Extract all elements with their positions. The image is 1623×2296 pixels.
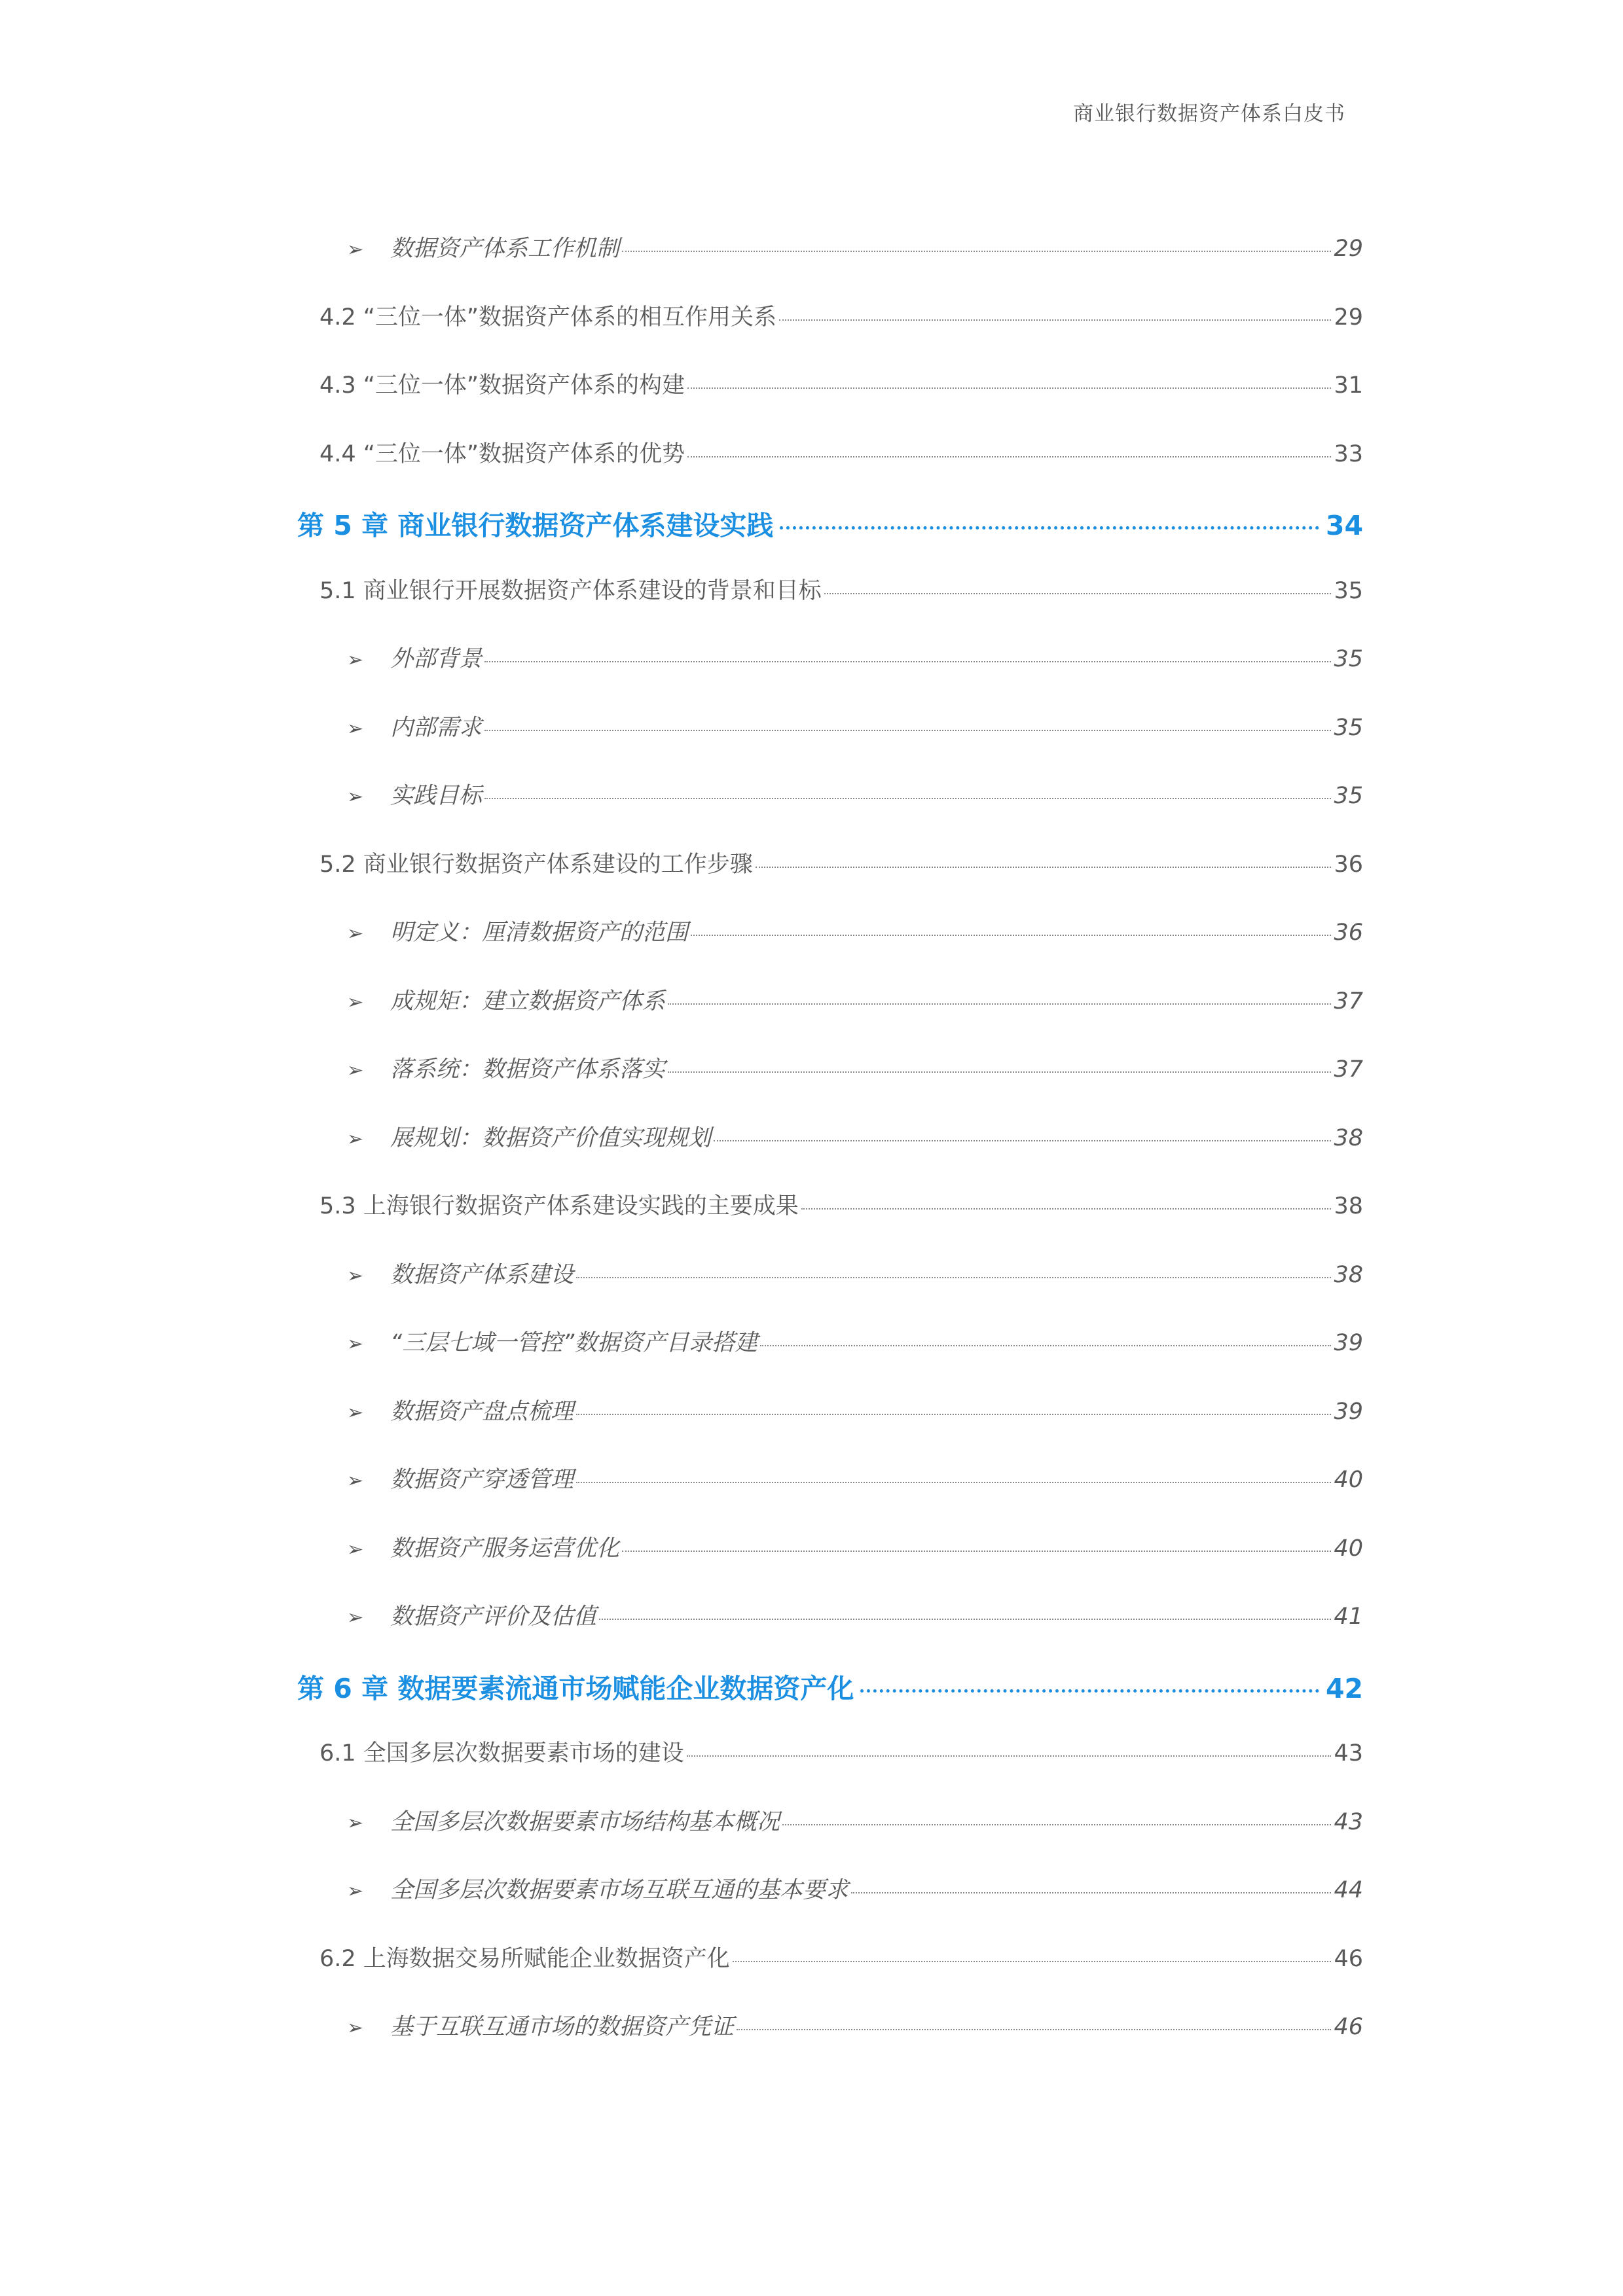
- toc-entry-label: 数据资产评价及估值: [390, 1604, 597, 1630]
- toc-entry-label: 4.3 “三位一体”数据资产体系的构建: [319, 372, 685, 399]
- dotted-leader: [687, 456, 1331, 457]
- toc-chapter-entry[interactable]: [297, 1667, 1363, 1706]
- toc-page-number: 35: [1334, 577, 1363, 604]
- toc-entry-label: 4.2 “三位一体”数据资产体系的相互作用关系: [319, 304, 777, 331]
- toc-page-number: 37: [1334, 988, 1363, 1014]
- arrow-bullet-icon: ➢: [347, 1264, 364, 1287]
- dotted-leader: [576, 1414, 1331, 1415]
- arrow-bullet-icon: ➢: [347, 1127, 364, 1151]
- arrow-bullet-icon: ➢: [347, 649, 364, 672]
- dotted-leader: [599, 1619, 1331, 1620]
- arrow-bullet-icon: ➢: [347, 238, 364, 261]
- toc-entry-label: 内部需求: [390, 714, 483, 741]
- toc-section-entry[interactable]: [319, 1735, 1363, 1768]
- arrow-bullet-icon: ➢: [347, 1333, 364, 1355]
- toc-page-number: 36: [1334, 851, 1363, 878]
- toc-entry-label: 5.3 上海银行数据资产体系建设实践的主要成果: [319, 1193, 799, 1219]
- toc-subsection-entry[interactable]: [347, 914, 1363, 947]
- toc-page-number: 37: [1334, 1056, 1363, 1083]
- toc-page-number: 39: [1334, 1398, 1363, 1425]
- arrow-bullet-icon: ➢: [347, 785, 364, 808]
- toc-entry-label: 明定义：厘清数据资产的范围: [390, 920, 689, 946]
- toc-section-entry[interactable]: [319, 846, 1363, 879]
- dotted-leader: [780, 526, 1319, 529]
- toc-section-entry[interactable]: [319, 299, 1363, 332]
- toc-page-number: 38: [1334, 1193, 1363, 1219]
- toc-section-entry[interactable]: [319, 367, 1363, 400]
- arrow-bullet-icon: ➢: [347, 990, 364, 1014]
- dotted-leader: [779, 319, 1331, 321]
- toc-entry-label: 基于互联互通市场的数据资产凭证: [390, 2014, 735, 2040]
- toc-subsection-entry[interactable]: [347, 778, 1363, 810]
- dotted-leader: [760, 1345, 1331, 1346]
- toc-section-entry[interactable]: [319, 573, 1363, 605]
- arrow-bullet-icon: ➢: [347, 1537, 364, 1561]
- arrow-bullet-icon: ➢: [347, 922, 364, 945]
- arrow-bullet-icon: ➢: [347, 2017, 364, 2039]
- toc-page-number: 31: [1334, 372, 1363, 399]
- dotted-leader: [622, 1551, 1331, 1552]
- toc-entry-label: 第 5 章 商业银行数据资产体系建设实践: [297, 510, 774, 541]
- toc-page-number: 36: [1334, 920, 1363, 946]
- dotted-leader: [851, 1892, 1331, 1893]
- toc-entry-label: 第 6 章 数据要素流通市场赋能企业数据资产化: [297, 1672, 854, 1704]
- dotted-leader: [860, 1689, 1319, 1693]
- toc-entry-label: 4.4 “三位一体”数据资产体系的优势: [319, 440, 685, 467]
- toc-subsection-entry[interactable]: [347, 2009, 1363, 2041]
- dotted-leader: [737, 2029, 1331, 2030]
- toc-entry-label: 6.1 全国多层次数据要素市场的建设: [319, 1740, 684, 1767]
- toc-section-entry[interactable]: [319, 436, 1363, 469]
- toc-subsection-entry[interactable]: [347, 1462, 1363, 1494]
- dotted-leader: [668, 1003, 1331, 1005]
- toc-entry-label: 外部背景: [390, 646, 483, 672]
- toc-subsection-entry[interactable]: [347, 230, 1363, 263]
- toc-page-number: 38: [1334, 1124, 1363, 1151]
- arrow-bullet-icon: ➢: [347, 1469, 364, 1492]
- dotted-leader: [484, 730, 1331, 731]
- dotted-leader: [576, 1482, 1331, 1483]
- toc-entry-label: 5.2 商业银行数据资产体系建设的工作步骤: [319, 851, 753, 878]
- dotted-leader: [824, 593, 1332, 594]
- toc-chapter-entry[interactable]: [297, 504, 1363, 543]
- toc-entry-label: 数据资产盘点梳理: [390, 1398, 574, 1425]
- dotted-leader: [733, 1961, 1332, 1962]
- arrow-bullet-icon: ➢: [347, 1401, 364, 1424]
- toc-entry-label: 落系统：数据资产体系落实: [390, 1056, 666, 1083]
- toc-subsection-entry[interactable]: [347, 1804, 1363, 1837]
- toc-page-number: 43: [1334, 1808, 1363, 1835]
- toc-entry-label: “三层七域一管控”数据资产目录搭建: [390, 1330, 758, 1356]
- toc-page-number: 29: [1334, 304, 1363, 331]
- dotted-leader: [687, 387, 1331, 389]
- toc-page-number: 43: [1334, 1740, 1363, 1767]
- toc-page-number: 35: [1334, 783, 1363, 809]
- toc-section-entry[interactable]: [319, 1941, 1363, 1973]
- dotted-leader: [714, 1140, 1331, 1141]
- dotted-leader: [622, 251, 1331, 252]
- dotted-leader: [484, 798, 1331, 799]
- dotted-leader: [687, 1755, 1332, 1757]
- arrow-bullet-icon: ➢: [347, 1606, 364, 1629]
- toc-entry-label: 5.1 商业银行开展数据资产体系建设的背景和目标: [319, 577, 822, 604]
- toc-subsection-entry[interactable]: [347, 1393, 1363, 1426]
- toc-entry-label: 6.2 上海数据交易所赋能企业数据资产化: [319, 1945, 730, 1972]
- toc-subsection-entry[interactable]: [347, 983, 1363, 1016]
- toc-subsection-entry[interactable]: [347, 1051, 1363, 1084]
- toc-entry-label: 数据资产体系工作机制: [390, 236, 620, 262]
- arrow-bullet-icon: ➢: [347, 1811, 364, 1835]
- toc-section-entry[interactable]: [319, 1188, 1363, 1221]
- toc-page-number: 39: [1334, 1330, 1363, 1356]
- toc-page-number: 35: [1334, 714, 1363, 741]
- toc-entry-label: 展规划：数据资产价值实现规划: [390, 1124, 712, 1151]
- toc-page-number: 42: [1325, 1672, 1363, 1704]
- arrow-bullet-icon: ➢: [347, 717, 364, 740]
- dotted-leader: [691, 935, 1331, 936]
- dotted-leader: [801, 1208, 1332, 1210]
- toc-entry-label: 成规矩：建立数据资产体系: [390, 988, 666, 1014]
- toc-entry-label: 实践目标: [390, 783, 483, 809]
- toc-subsection-entry[interactable]: [347, 1598, 1363, 1631]
- dotted-leader: [782, 1824, 1331, 1825]
- toc-entry-label: 全国多层次数据要素市场结构基本概况: [390, 1808, 780, 1835]
- toc-entry-label: 数据资产穿透管理: [390, 1467, 574, 1493]
- toc-subsection-entry[interactable]: [347, 1325, 1363, 1357]
- toc-subsection-entry[interactable]: [347, 641, 1363, 673]
- dotted-leader: [484, 661, 1331, 662]
- running-header: 商业银行数据资产体系白皮书: [1073, 102, 1345, 126]
- toc-page-number: 34: [1325, 510, 1363, 541]
- toc-subsection-entry[interactable]: [347, 709, 1363, 742]
- dotted-leader: [668, 1071, 1331, 1073]
- toc-subsection-entry[interactable]: [347, 1872, 1363, 1905]
- toc-page-number: 33: [1334, 440, 1363, 467]
- toc-entry-label: 数据资产服务运营优化: [390, 1535, 620, 1562]
- toc-subsection-entry[interactable]: [347, 1257, 1363, 1289]
- toc-page-number: 29: [1334, 236, 1363, 262]
- toc-page-number: 35: [1334, 646, 1363, 672]
- arrow-bullet-icon: ➢: [347, 1059, 364, 1082]
- toc-page-number: 40: [1334, 1535, 1363, 1562]
- toc-page-number: 46: [1334, 2014, 1363, 2040]
- toc-page-number: 38: [1334, 1261, 1363, 1288]
- toc-page-number: 41: [1334, 1604, 1363, 1630]
- toc-subsection-entry[interactable]: [347, 1530, 1363, 1563]
- toc-subsection-entry[interactable]: [347, 1120, 1363, 1153]
- toc-entry-label: 全国多层次数据要素市场互联互通的基本要求: [390, 1877, 849, 1903]
- toc-page-number: 46: [1334, 1945, 1363, 1972]
- arrow-bullet-icon: ➢: [347, 1880, 364, 1903]
- toc-entry-label: 数据资产体系建设: [390, 1261, 574, 1288]
- toc-page-number: 44: [1334, 1877, 1363, 1903]
- toc-page-number: 40: [1334, 1467, 1363, 1493]
- dotted-leader: [756, 867, 1332, 868]
- dotted-leader: [576, 1277, 1331, 1278]
